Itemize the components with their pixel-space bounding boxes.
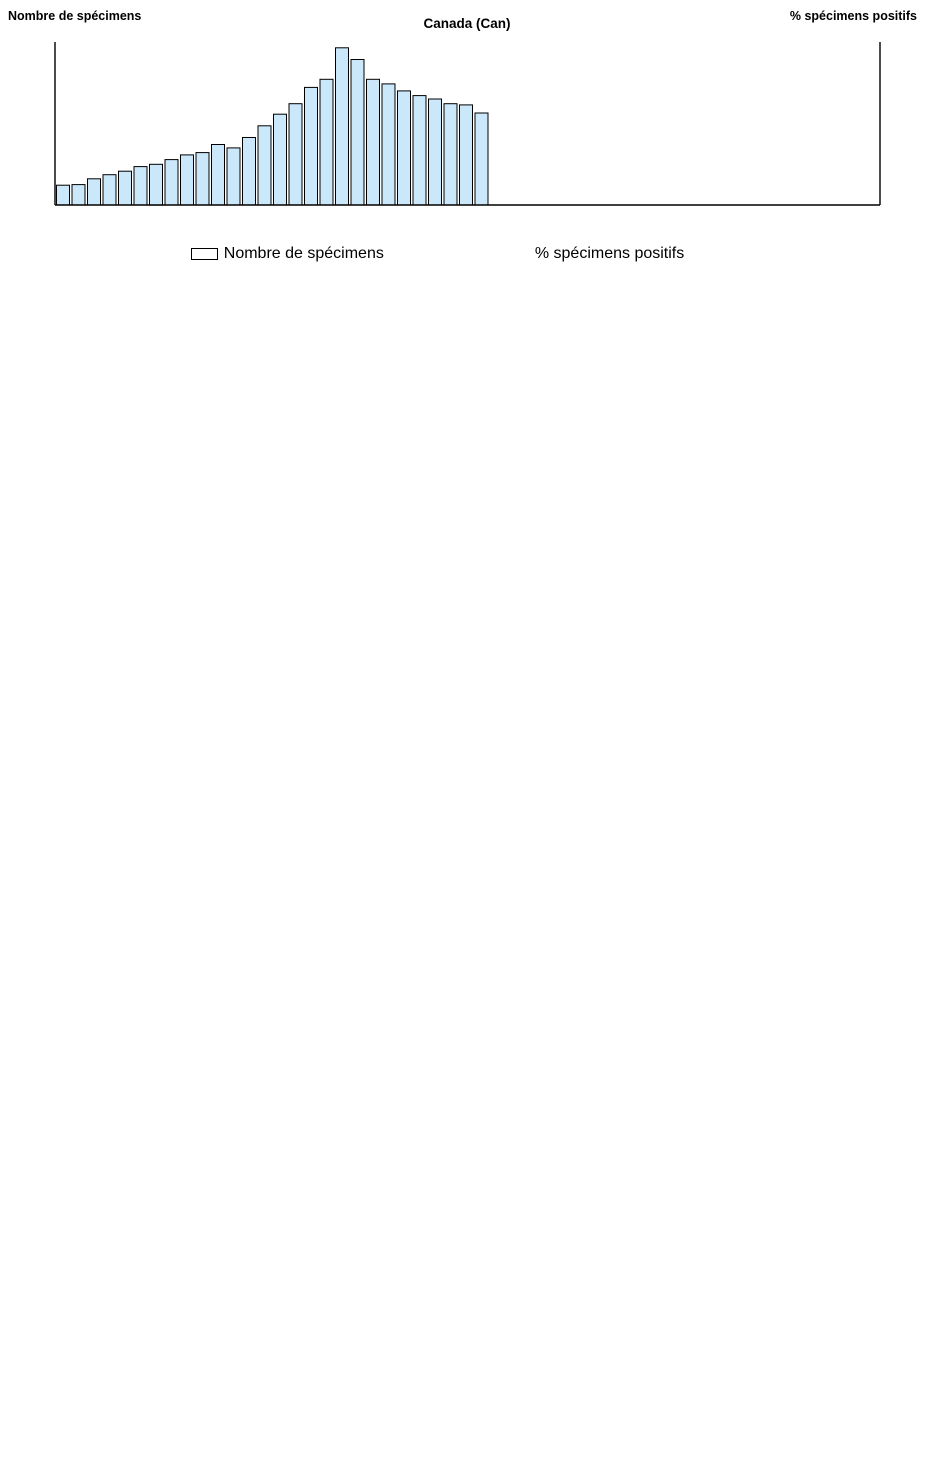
legend-label-pct: % spécimens positifs (534, 245, 685, 262)
specimen-bar (460, 105, 473, 205)
legend-item-specimens (191, 245, 384, 263)
specimen-bar (181, 155, 194, 205)
specimen-bar (398, 91, 411, 205)
specimen-bar (258, 126, 271, 205)
specimen-bar (382, 84, 395, 205)
legend-label-specimens: Nombre de spécimens (223, 245, 384, 262)
specimen-bar (429, 99, 442, 205)
specimen-bar (367, 79, 380, 205)
specimen-bar (103, 175, 116, 205)
specimen-bar (413, 96, 426, 205)
chart-title: Canada (Can) (423, 16, 511, 31)
pct-line-swatch (499, 248, 529, 260)
specimen-bar (227, 148, 240, 205)
chart-legend (0, 234, 900, 274)
specimen-bar (336, 48, 349, 205)
specimen-bar (196, 153, 209, 205)
specimen-bar (289, 104, 302, 205)
specimen-bar (134, 167, 147, 205)
specimen-bar (57, 185, 70, 205)
specimen-bar (88, 179, 101, 205)
specimen-bar (165, 160, 178, 205)
specimen-bar (212, 145, 225, 206)
specimens-bar-swatch (191, 248, 218, 260)
y-axis-title-left: Nombre de spécimens (8, 9, 142, 23)
specimen-bar (274, 114, 287, 205)
legend-item-pct-positifs (499, 245, 684, 263)
specimen-bar (243, 138, 256, 206)
specimen-bar (351, 60, 364, 206)
y-axis-title-right: % spécimens positifs (789, 9, 917, 23)
specimen-bar (150, 164, 163, 205)
pct-diamond-icon (508, 248, 519, 259)
specimen-bar (444, 104, 457, 205)
specimen-bar (320, 79, 333, 205)
chart-can (0, 0, 925, 234)
specimen-bar (119, 171, 132, 205)
charts-stack (0, 0, 925, 234)
specimen-bar (475, 113, 488, 205)
specimen-bar (72, 185, 85, 205)
specimen-bar (305, 87, 318, 205)
